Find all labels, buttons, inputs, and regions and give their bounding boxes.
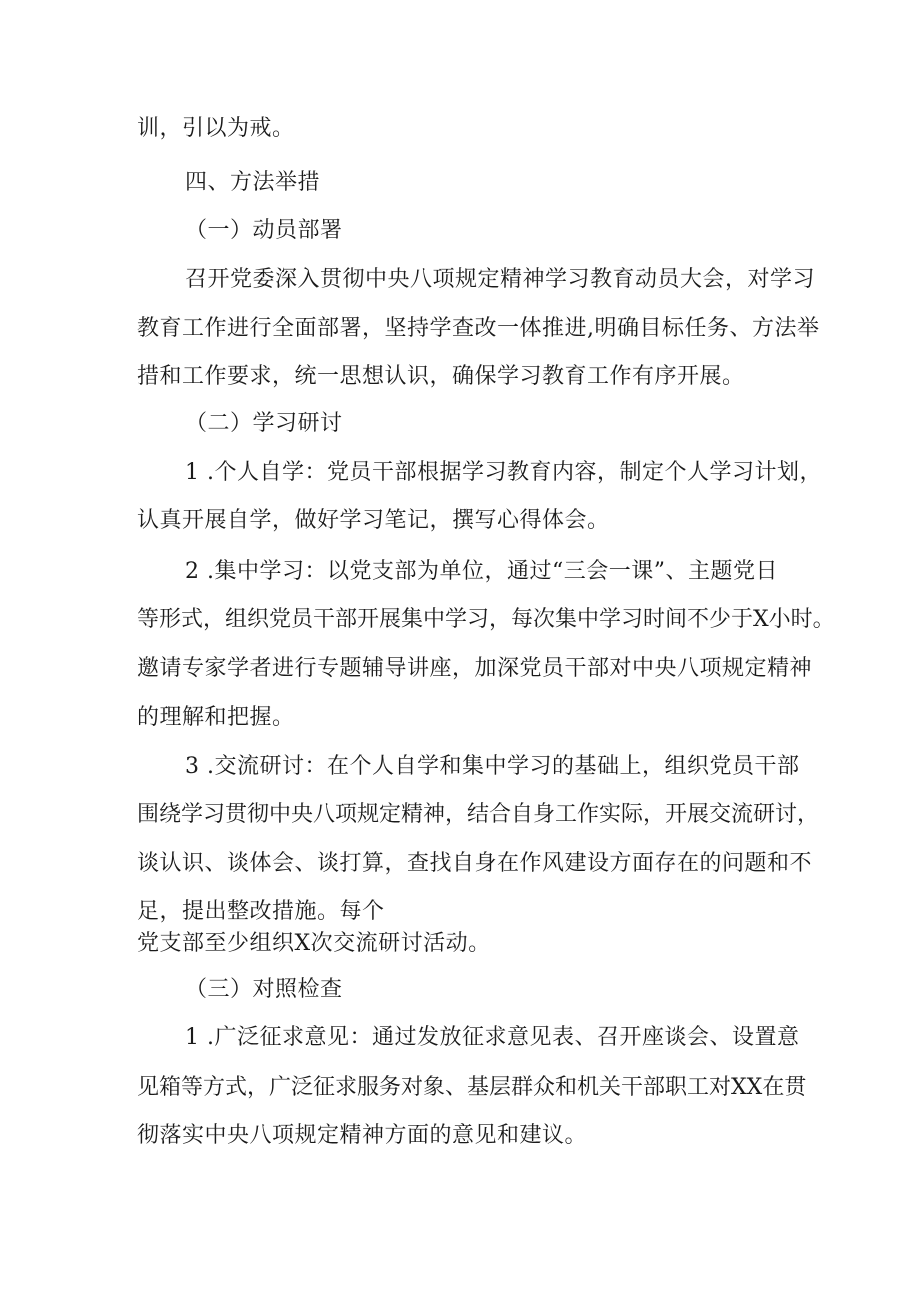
list-item-line: 等形式，组织党员干部开展集中学习，每次集中学习时间不少于X小时。 (137, 607, 835, 632)
list-item-line: 足，提出整改措施。每个 (137, 899, 385, 924)
list-item-line: 谈认识、谈体会、谈打算，查找自身在作风建设方面存在的问题和不 (137, 851, 813, 876)
subsection-heading: （二）学习研讨 (185, 411, 343, 436)
list-item-line: 的理解和把握。 (137, 705, 295, 730)
paragraph-line: 召开党委深入贯彻中央八项规定精神学习教育动员大会，对学习 (185, 267, 816, 292)
list-item-line: 见箱等方式，广泛征求服务对象、基层群众和机关干部职工对XX在贯 (137, 1075, 807, 1100)
paragraph-line: 教育工作进行全面部署，坚持学查改一体推进,明确目标任务、方法举 (137, 316, 820, 341)
list-item-line: 彻落实中央八项规定精神方面的意见和建议。 (137, 1123, 588, 1148)
subsection-heading: （一）动员部署 (185, 218, 343, 243)
paragraph-continuation: 训，引以为戒。 (137, 116, 295, 141)
list-item-line: 围绕学习贯彻中央八项规定精神，结合自身工作实际，开展交流研讨， (137, 802, 820, 827)
list-item-line: 认真开展自学，做好学习笔记，撰写心得体会。 (137, 508, 610, 533)
paragraph-line: 措和工作要求，统一思想认识，确保学习教育工作有序开展。 (137, 364, 745, 389)
list-item-line: 3 .交流研讨：在个人自学和集中学习的基础上，组织党员干部 (185, 754, 800, 779)
list-item-line: 党支部至少组织X次交流研讨活动。 (137, 931, 491, 956)
list-item-line: 1 .广泛征求意见：通过发放征求意见表、召开座谈会、设置意 (185, 1025, 800, 1050)
list-item-line: 邀请专家学者进行专题辅导讲座，加深党员干部对中央八项规定精神 (137, 656, 813, 681)
list-item-line: 1 .个人自学：党员干部根据学习教育内容，制定个人学习计划， (185, 460, 822, 485)
section-heading: 四、方法举措 (185, 170, 321, 195)
subsection-heading: （三）对照检查 (185, 977, 343, 1002)
list-item-line: 2 .集中学习：以党支部为单位，通过“三会一课”、主题党日 (185, 559, 778, 584)
